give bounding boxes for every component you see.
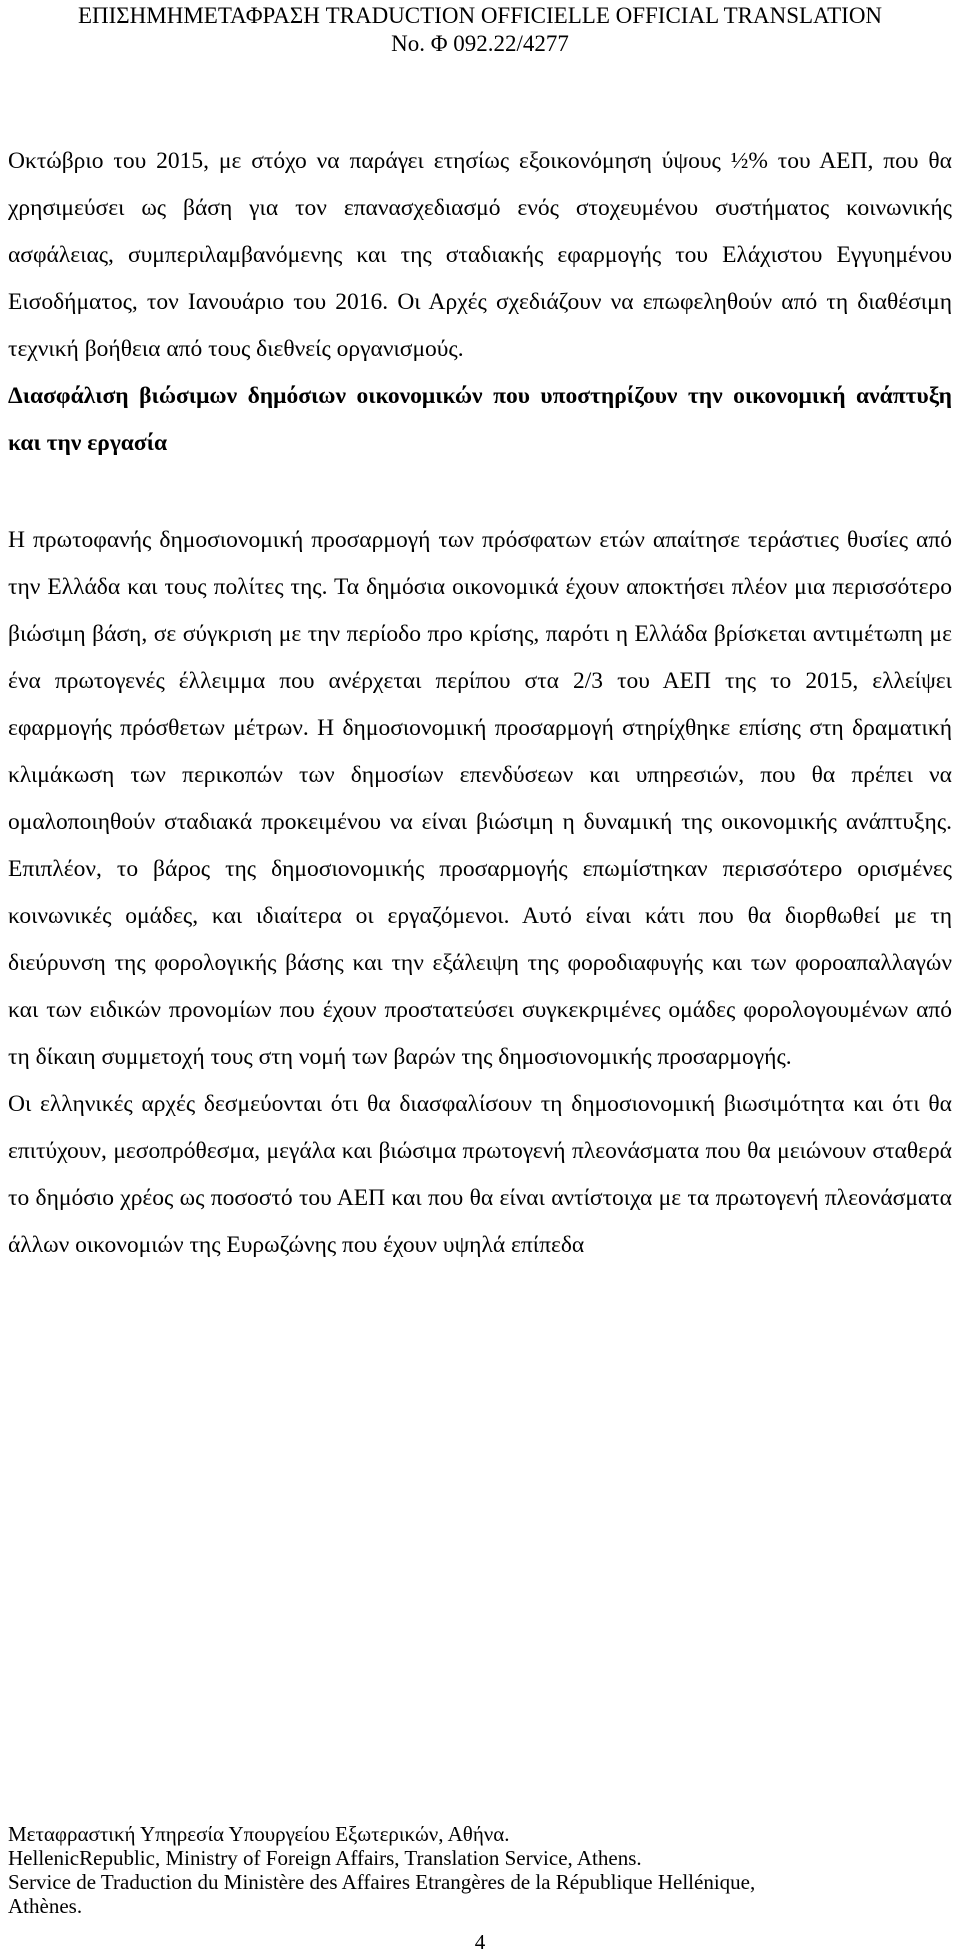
official-translation-banner: ΕΠΙΣΗΜΗΜΕΤΑΦΡΑΣΗ TRADUCTION OFFICIELLE OFFICIAL TRANSLATION: [77, 3, 883, 28]
paragraph-fiscal-adjustment: Η πρωτοφανής δημοσιονομική προσαρμογή των πρόσφατων ετών απαίτησε τεράστιες θυσίες από την Ελλάδα και τους πολίτες της. Τα δημόσια οικονομικά έχουν αποκτήσει πλέον μια περισσότερο βιώσιμη βάση, σε σύγκριση με την περίοδο προ κρίσης, παρότι η Ελλάδα βρίσκεται αντιμέτωπη με ένα πρωτογενές έλλειμμα που ανέρχεται περίπου στα 2/3 του ΑΕΠ της το 2015, ελλείψει εφαρμογής πρόσθετων μέτρων. Η δημοσιονομική προσαρμογή στηρίχθηκε επίσης στη δραματική κλιμάκωση των περικοπών των δημοσίων επενδύσεων και υπηρεσιών, που θα πρέπει να ομαλοποιηθούν σταδιακά προκειμένου να είναι βιώσιμη η δυναμική της οικονομικής ανάπτυξης. Επιπλέον, το βάρος της δημοσιονομικής προσαρμογής επωμίστηκαν περισσότερο ορισμένες κοινωνικές ομάδες, και ιδιαίτερα οι εργαζόμενοι. Αυτό είναι κάτι που θα διορθωθεί με τη διεύρυνση της φορολογικής βάσης και την εξάλειψη της φοροδιαφυγής και των φοροαπαλλαγών και των ειδικών προνομίων που έχουν προστατεύσει συγκεκριμένες ομάδες φορολογουμένων από τη δίκαιη συμμετοχή τους στη νομή των βαρών της δημοσιονομικής προσαρμογής.: [8, 527, 952, 1070]
footer-line-french-city: Athènes.: [8, 1894, 83, 1918]
document-body: [8, 138, 952, 1269]
paragraph-intro: Οκτώβριο του 2015, με στόχο να παράγει ετησίως εξοικονόμηση ύψους ½% του ΑΕΠ, που θα χρησιμεύσει ως βάση για τον επανασχεδιασμό ενός στοχευμένου συστήματος κοινωνικής ασφάλειας, συμπεριλαμβανόμενης και της σταδιακής εφαρμογής του Ελάχιστου Εγγυημένου Εισοδήματος, τον Ιανουάριο του 2016. Οι Αρχές σχεδιάζουν να επωφεληθούν από τη διαθέσιμη τεχνική βοήθεια από τους διεθνείς οργανισμούς.: [8, 148, 952, 362]
translation-reference-number: No. Φ 092.22/4277: [391, 31, 569, 56]
page-number: 4: [474, 1930, 486, 1954]
footer-line-french: Service de Traduction du Ministère des Affaires Etrangères de la République Hellénique,: [8, 1870, 756, 1894]
document-footer: [8, 1822, 952, 1918]
document-header: [0, 0, 960, 58]
footer-line-greek: Μεταφραστική Υπηρεσία Υπουργείου Εξωτερικών, Αθήνα.: [8, 1822, 510, 1846]
section-heading: Διασφάλιση βιώσιμων δημόσιων οικονομικών που υποστηρίζουν την οικονομική ανάπτυξη και την εργασία: [8, 383, 952, 456]
footer-line-english: HellenicRepublic, Ministry of Foreign Affairs, Translation Service, Athens.: [8, 1846, 642, 1870]
paragraph-commitment: Οι ελληνικές αρχές δεσμεύονται ότι θα διασφαλίσουν τη δημοσιονομική βιωσιμότητα και ότι θα επιτύχουν, μεσοπρόθεσμα, μεγάλα και βιώσιμα πρωτογενή πλεονάσματα που θα μειώνουν σταθερά το δημόσιο χρέος ως ποσοστό του ΑΕΠ και που θα είναι αντίστοιχα με τα πρωτογενή πλεονάσματα άλλων οικονομιών της Ευρωζώνης που έχουν υψηλά επίπεδα: [8, 1091, 952, 1258]
